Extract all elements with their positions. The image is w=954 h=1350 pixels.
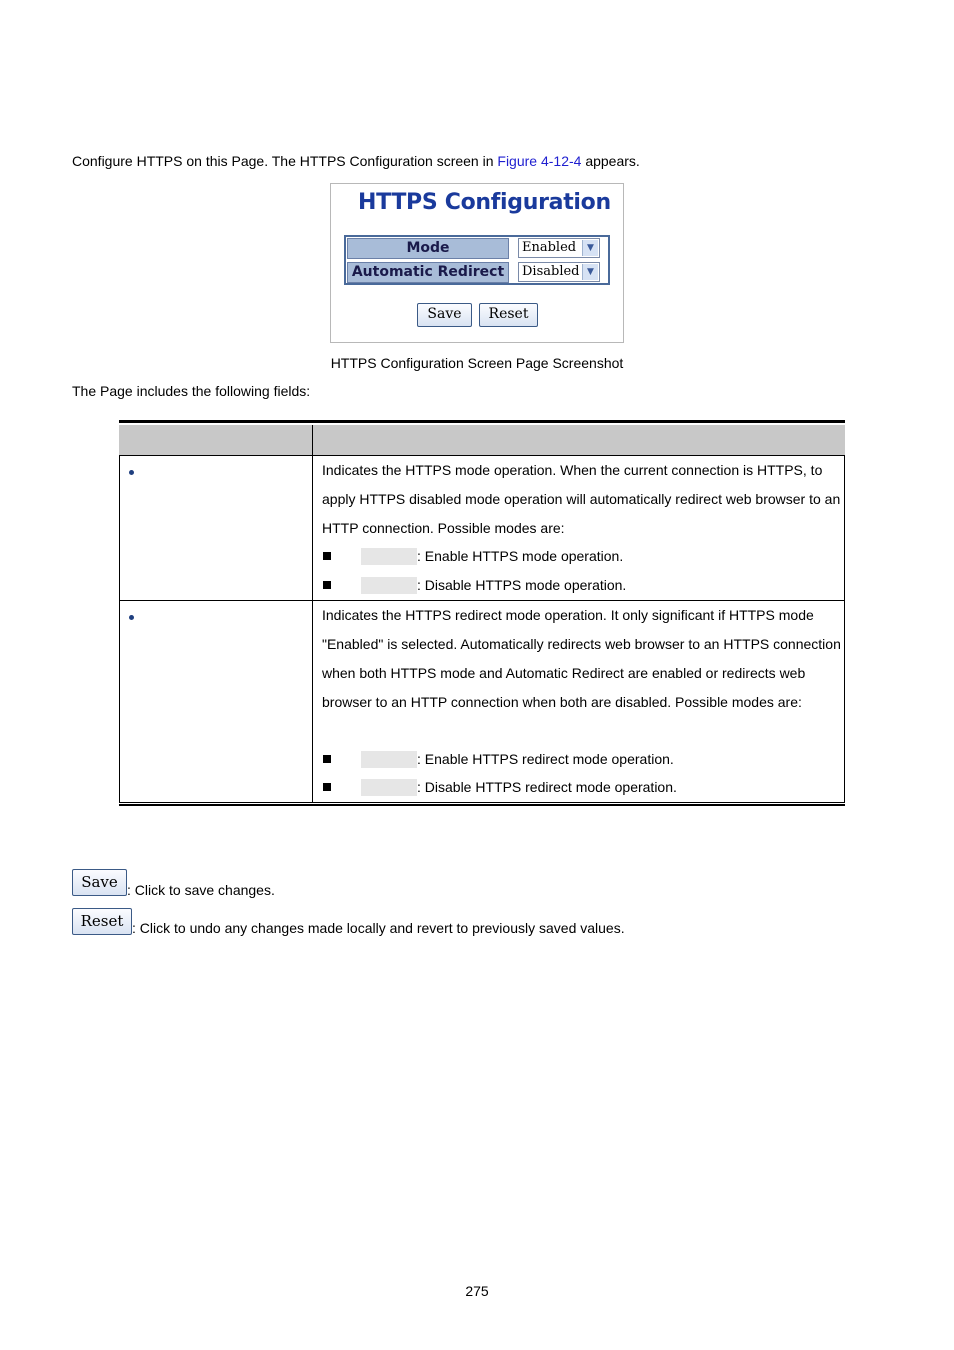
intro-before: Configure HTTPS on this Page. The HTTPS Configuration screen in: [72, 153, 498, 169]
redirect-select-value: Disabled: [522, 264, 580, 279]
table-column-divider: [312, 425, 313, 802]
mode-description: Indicates the HTTPS mode operation. When the current connection is HTTPS, to apply HTTPS disabled mode operation will automatically redirect web browser to an HTTP connection. Possible modes are:: [322, 462, 841, 536]
square-bullet-icon: [323, 552, 331, 560]
screenshot-title: HTTPS Configuration: [358, 190, 611, 215]
redirect-description: Indicates the HTTPS redirect mode operation. It only significant if HTTPS mode "Enabled" is selected. Automatically redirects web browser to an HTTPS connection when both HTTPS mode and Automatic Redirect are enabled or redirects web browser to an HTTP connection when both are disabled. Possible modes are:: [322, 607, 841, 710]
fields-intro: The Page includes the following fields:: [72, 383, 311, 399]
option-text: : Disable HTTPS mode operation.: [417, 577, 627, 593]
https-config-screenshot: [330, 183, 624, 343]
table-top-rule: [119, 420, 845, 423]
square-bullet-icon: [323, 755, 331, 763]
redirect-select[interactable]: [518, 262, 600, 282]
option-name-highlight: [361, 751, 417, 768]
table-right-border: [844, 455, 845, 802]
save-button[interactable]: Save: [417, 303, 472, 327]
legend-reset-button[interactable]: Reset: [72, 908, 132, 935]
option-name-highlight: [361, 548, 417, 565]
legend-reset-text: : Click to undo any changes made locally and revert to previously saved values.: [132, 920, 625, 936]
legend-save-text: : Click to save changes.: [127, 882, 275, 898]
config-table: [344, 235, 610, 285]
figure-caption: HTTPS Configuration Screen Page Screenshot: [330, 355, 624, 371]
reset-button[interactable]: Reset: [479, 303, 538, 327]
legend-save-button[interactable]: Save: [72, 869, 127, 896]
chevron-down-icon: ▼: [582, 264, 598, 280]
square-bullet-icon: [323, 581, 331, 589]
page-number: 275: [465, 1283, 489, 1299]
table-header: [119, 425, 845, 456]
fields-table: [119, 420, 845, 806]
mode-select[interactable]: [518, 238, 600, 258]
redirect-label: Automatic Redirect: [347, 262, 509, 283]
option-name-highlight: [361, 577, 417, 594]
redirect-row: [346, 261, 608, 284]
figure-link[interactable]: Figure 4-12-4: [497, 153, 582, 169]
option-text: : Disable HTTPS redirect mode operation.: [417, 779, 677, 795]
bullet-icon: [129, 615, 134, 620]
option-name-highlight: [361, 779, 417, 796]
square-bullet-icon: [323, 783, 331, 791]
option-text: : Enable HTTPS mode operation.: [417, 548, 624, 564]
chevron-down-icon: ▼: [582, 240, 598, 256]
mode-row: [346, 237, 608, 260]
option-text: : Enable HTTPS redirect mode operation.: [417, 751, 674, 767]
intro-text: [72, 153, 640, 169]
intro-after: appears.: [581, 153, 640, 169]
mode-select-value: Enabled: [522, 240, 577, 255]
table-bottom-rule-double: [119, 804, 845, 806]
mode-label: Mode: [347, 238, 509, 259]
bullet-icon: [129, 470, 134, 475]
table-bottom-rule: [119, 802, 845, 803]
table-left-border: [119, 455, 120, 802]
